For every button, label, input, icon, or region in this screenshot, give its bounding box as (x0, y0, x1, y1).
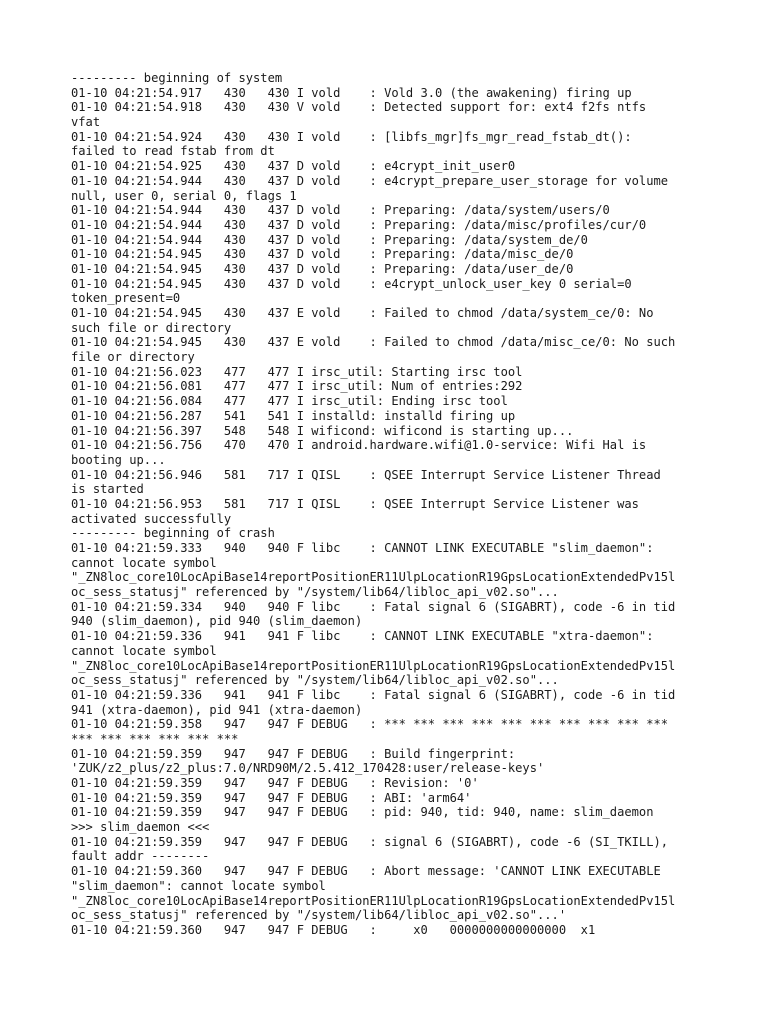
log-line: oc_sess_statusj" referenced by "/system/lib64/libloc_api_v02.so"...' (71, 908, 567, 923)
log-line: 01-10 04:21:54.918 430 430 V vold : Detected support for: ext4 f2fs ntfs (71, 100, 647, 115)
log-line: vfat (71, 115, 101, 130)
log-line: 01-10 04:21:59.359 947 947 F DEBUG : pid: 940, tid: 940, name: slim_daemon (71, 805, 654, 820)
log-line: 940 (slim_daemon), pid 940 (slim_daemon) (71, 614, 363, 629)
log-line: 01-10 04:21:59.334 940 940 F libc : Fatal signal 6 (SIGABRT), code -6 in tid (71, 599, 676, 614)
log-line: 01-10 04:21:54.924 430 430 I vold : [libfs_mgr]fs_mgr_read_fstab_dt(): (71, 129, 632, 144)
log-line: --------- beginning of crash (71, 526, 275, 541)
log-line: failed to read fstab from dt (71, 144, 275, 159)
log-line: file or directory (71, 350, 195, 365)
log-line: 941 (xtra-daemon), pid 941 (xtra-daemon) (71, 702, 363, 717)
log-line: *** *** *** *** *** *** (71, 731, 239, 746)
log-line: "_ZN8loc_core10LocApiBase14reportPositionER11UlpLocationR19GpsLocationExtendedPv15l (71, 893, 676, 908)
log-line: 01-10 04:21:54.944 430 437 D vold : e4crypt_prepare_user_storage for volume (71, 173, 669, 188)
log-line: such file or directory (71, 320, 232, 335)
log-line: 01-10 04:21:56.397 548 548 I wificond: wificond is starting up... (71, 423, 574, 438)
log-line: 01-10 04:21:54.944 430 437 D vold : Preparing: /data/system_de/0 (71, 232, 588, 247)
log-line: null, user 0, serial 0, flags 1 (71, 188, 297, 203)
log-line: activated successfully (71, 511, 232, 526)
log-line: 01-10 04:21:59.360 947 947 F DEBUG : x0 0000000000000000 x1 (71, 922, 596, 937)
log-line: 01-10 04:21:54.944 430 437 D vold : Preparing: /data/system/users/0 (71, 203, 610, 218)
log-line: 01-10 04:21:54.917 430 430 I vold : Vold 3.0 (the awakening) firing up (71, 85, 632, 100)
log-line: --------- beginning of system (71, 71, 283, 85)
log-line: fault addr -------- (71, 849, 210, 864)
log-line: 01-10 04:21:56.081 477 477 I irsc_util: Num of entries:292 (71, 379, 523, 394)
log-line: 01-10 04:21:54.945 430 437 D vold : e4crypt_unlock_user_key 0 serial=0 (71, 276, 632, 291)
log-line: 01-10 04:21:56.953 581 717 I QISL : QSEE Interrupt Service Listener was (71, 496, 639, 511)
log-line: 01-10 04:21:59.336 941 941 F libc : Fatal signal 6 (SIGABRT), code -6 in tid (71, 687, 676, 702)
log-line: 01-10 04:21:54.945 430 437 D vold : Preparing: /data/misc_de/0 (71, 247, 574, 262)
log-line: 01-10 04:21:54.944 430 437 D vold : Preparing: /data/misc/profiles/cur/0 (71, 217, 647, 232)
log-line: >>> slim_daemon <<< (71, 820, 210, 835)
log-line: cannot locate symbol (71, 643, 217, 658)
log-line: 01-10 04:21:59.359 947 947 F DEBUG : ABI: 'arm64' (71, 790, 472, 805)
log-line: 01-10 04:21:59.360 947 947 F DEBUG : Abort message: 'CANNOT LINK EXECUTABLE (71, 864, 661, 879)
log-line: 01-10 04:21:56.756 470 470 I android.hardware.wifi@1.0-service: Wifi Hal is (71, 438, 647, 453)
log-line: 01-10 04:21:59.333 940 940 F libc : CANNOT LINK EXECUTABLE "slim_daemon": (71, 541, 654, 555)
log-line: 01-10 04:21:59.359 947 947 F DEBUG : Build fingerprint: (71, 746, 516, 761)
log-line: 01-10 04:21:59.358 947 947 F DEBUG : *** *** *** *** *** *** *** *** *** *** (71, 717, 669, 732)
log-line: 'ZUK/z2_plus/z2_plus:7.0/NRD90M/2.5.412_170428:user/release-keys' (71, 761, 545, 776)
log-line: "slim_daemon": cannot locate symbol (71, 878, 326, 893)
log-line: oc_sess_statusj" referenced by "/system/lib64/libloc_api_v02.so"... (71, 585, 559, 600)
log-line: 01-10 04:21:59.359 947 947 F DEBUG : Revision: '0' (71, 776, 479, 790)
log-line: 01-10 04:21:54.945 430 437 E vold : Failed to chmod /data/misc_ce/0: No such (71, 335, 676, 350)
log-line: booting up... (71, 452, 166, 467)
log-line: cannot locate symbol (71, 555, 217, 570)
log-line: 01-10 04:21:56.084 477 477 I irsc_util: Ending irsc tool (71, 394, 508, 409)
log-line: 01-10 04:21:54.945 430 437 E vold : Failed to chmod /data/system_ce/0: No (71, 306, 654, 320)
log-line: "_ZN8loc_core10LocApiBase14reportPositionER11UlpLocationR19GpsLocationExtendedPv15l (71, 570, 676, 585)
log-line: is started (71, 482, 144, 497)
log-line: 01-10 04:21:56.946 581 717 I QISL : QSEE Interrupt Service Listener Thread (71, 467, 661, 482)
log-line: 01-10 04:21:59.336 941 941 F libc : CANNOT LINK EXECUTABLE "xtra-daemon": (71, 629, 654, 644)
log-line: 01-10 04:21:56.023 477 477 I irsc_util: Starting irsc tool (71, 364, 523, 379)
log-line: 01-10 04:21:59.359 947 947 F DEBUG : signal 6 (SIGABRT), code -6 (SI_TKILL), (71, 834, 669, 849)
log-line: "_ZN8loc_core10LocApiBase14reportPositionER11UlpLocationR19GpsLocationExtendedPv15l (71, 658, 676, 673)
log-line: 01-10 04:21:54.945 430 437 D vold : Preparing: /data/user_de/0 (71, 261, 574, 276)
log-line: 01-10 04:21:54.925 430 437 D vold : e4crypt_init_user0 (71, 159, 516, 174)
log-line: token_present=0 (71, 291, 181, 306)
log-line: oc_sess_statusj" referenced by "/system/lib64/libloc_api_v02.so"... (71, 673, 559, 688)
log-line: 01-10 04:21:56.287 541 541 I installd: installd firing up (71, 408, 516, 423)
logcat-text (71, 71, 711, 938)
